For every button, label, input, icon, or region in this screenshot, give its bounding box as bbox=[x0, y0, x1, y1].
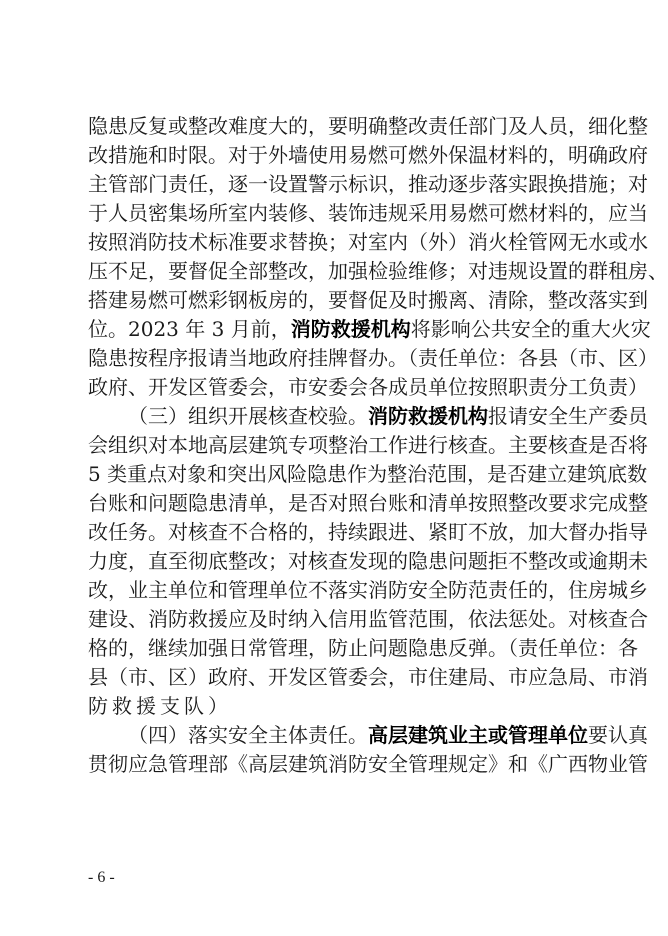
bold-text: 消防救援机构 bbox=[290, 317, 411, 341]
text-line bbox=[88, 721, 648, 750]
text-line bbox=[88, 750, 648, 779]
text-line bbox=[88, 402, 648, 431]
text-segment: 贯彻应急管理部《高层建筑消防安全管理规定》和《广西物业管 bbox=[88, 752, 648, 776]
text-segment: 压不足，要督促全部整改，加强检验维修；对违规设置的群租房、 bbox=[88, 259, 668, 283]
text-segment: 县（市、区）政府、开发区管委会，市住建局、市应急局、市消 bbox=[88, 665, 648, 689]
bold-text: 高层建筑业主或管理单位 bbox=[368, 723, 588, 747]
text-segment: 改，业主单位和管理单位不落实消防安全防范责任的，住房城乡 bbox=[88, 578, 648, 602]
text-line bbox=[88, 460, 648, 489]
text-line bbox=[88, 199, 648, 228]
text-segment: 改措施和时限。对于外墙使用易燃可燃外保温材料的，明确政府 bbox=[88, 143, 648, 167]
text-line bbox=[88, 257, 668, 286]
text-line bbox=[88, 315, 651, 344]
text-segment: 力度，直至彻底整改；对核查发现的隐患问题拒不整改或逾期未 bbox=[88, 549, 648, 573]
text-segment: 建设、消防救援应及时纳入信用监管范围，依法惩处。对核查合 bbox=[88, 607, 648, 631]
text-line bbox=[88, 141, 648, 170]
text-line bbox=[88, 663, 648, 692]
text-line bbox=[88, 547, 648, 576]
text-segment: 搭建易燃可燃彩钢板房的，要督促及时搬离、清除，整改落实到 bbox=[88, 288, 648, 312]
text-segment: （四）落实安全主体责任。 bbox=[128, 723, 368, 747]
bold-text: 消防救援机构 bbox=[368, 404, 488, 428]
text-line bbox=[88, 576, 648, 605]
text-segment: 隐患反复或整改难度大的，要明确整改责任部门及人员，细化整 bbox=[88, 114, 648, 138]
text-line bbox=[88, 112, 648, 141]
document-body bbox=[88, 112, 668, 779]
text-segment: 格的，继续加强日常管理，防止问题隐患反弹。（责任单位：各 bbox=[88, 636, 638, 660]
text-segment: 将影响公共安全的重大火灾 bbox=[410, 317, 651, 341]
text-segment: 主管部门责任，逐一设置警示标识，推动逐步落实跟换措施；对 bbox=[88, 172, 648, 196]
text-line bbox=[88, 228, 648, 257]
page-number: - 6 - bbox=[88, 869, 115, 886]
text-line bbox=[88, 344, 658, 373]
text-segment: 政府、开发区管委会，市安委会各成员单位按照职责分工负责） bbox=[88, 375, 648, 399]
text-segment: 隐患按程序报请当地政府挂牌督办。（责任单位：各县（市、区） bbox=[88, 346, 658, 370]
text-line bbox=[88, 431, 648, 460]
text-segment: 台账和问题隐患清单，是否对照台账和清单按照整改要求完成整 bbox=[88, 491, 648, 515]
text-line bbox=[88, 170, 648, 199]
text-line bbox=[88, 489, 648, 518]
text-segment: 改任务。对核查不合格的，持续跟进、紧盯不放，加大督办指导 bbox=[88, 520, 648, 544]
text-segment: 要认真 bbox=[588, 723, 648, 747]
text-segment: 会组织对本地高层建筑专项整治工作进行核查。主要核查是否将 bbox=[88, 433, 648, 457]
text-segment: 位。2023 年 3 月前， bbox=[88, 317, 291, 341]
text-line bbox=[88, 518, 648, 547]
text-line bbox=[88, 605, 648, 634]
text-segment: 于人员密集场所室内装修、装饰违规采用易燃可燃材料的，应当 bbox=[88, 201, 648, 225]
text-segment: （三）组织开展核查校验。 bbox=[128, 404, 368, 428]
text-segment: 报请安全生产委员 bbox=[488, 404, 648, 428]
text-line bbox=[88, 692, 578, 721]
text-line bbox=[88, 373, 648, 402]
text-segment: 按照消防技术标准要求替换；对室内（外）消火栓管网无水或水 bbox=[88, 230, 648, 254]
text-segment: 5 类重点对象和突出风险隐患作为整治范围，是否建立建筑底数 bbox=[88, 462, 648, 486]
text-segment: 防救援支队） bbox=[88, 694, 232, 718]
text-line bbox=[88, 286, 648, 315]
text-line bbox=[88, 634, 638, 663]
